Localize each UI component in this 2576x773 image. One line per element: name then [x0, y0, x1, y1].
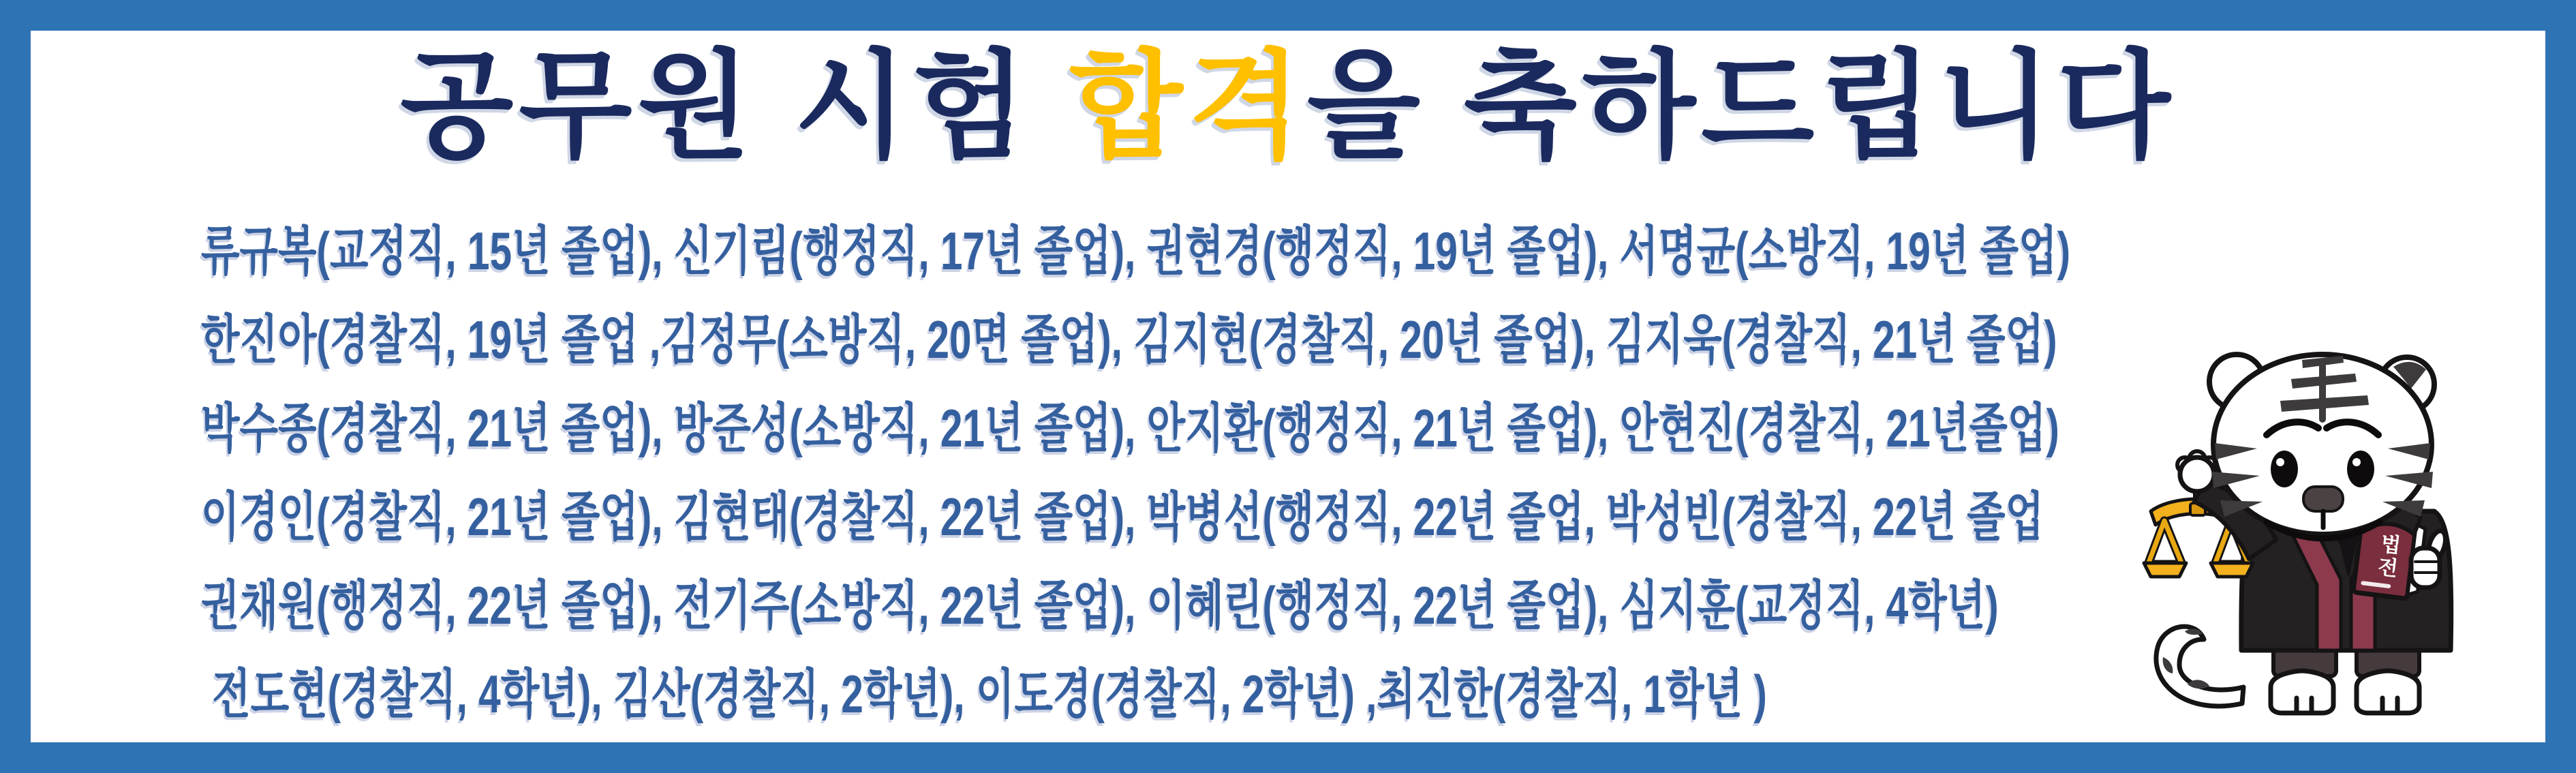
tiger-feet — [2271, 671, 2419, 713]
pass-list-line-5: 권채원(행정직, 22년 졸업), 전기주(소방직, 22년 졸업), 이혜린(행정직, 22년 졸업), 심지훈(교정직, 4학년) — [201, 575, 1999, 635]
pass-list-line-6: 전도현(경찰직, 4학년), 김산(경찰직, 2학년), 이도경(경찰직, 2학년) ,최진한(경찰직, 1학년 ) — [201, 664, 1767, 724]
law-book-label: 법전 — [2372, 532, 2402, 581]
title-highlight: 합격 — [1069, 41, 1307, 172]
banner-title — [31, 36, 2545, 177]
banner-panel — [31, 31, 2545, 742]
tiger-tail — [2156, 626, 2243, 706]
pass-list-line-3: 박수종(경찰직, 21년 졸업), 방준성(소방직, 21년 졸업), 안지환(행정직, 21년 졸업), 안현진(경찰직, 21년졸업) — [201, 398, 2059, 458]
pass-list-line-4: 이경인(경찰직, 21년 졸업), 김현태(경찰직, 22년 졸업), 박병선(행정직, 22년 졸업, 박성빈(경찰직, 22년 졸업 — [201, 487, 2044, 547]
tiger-nose — [2303, 487, 2343, 511]
tiger-judge-mascot-art — [2140, 349, 2528, 717]
pass-list-line-1: 류규복(교정직, 15년 졸업), 신기림(행정직, 17년 졸업), 권현경(행정직, 19년 졸업), 서명균(소방직, 19년 졸업) — [201, 221, 2071, 281]
tiger-fist — [2177, 451, 2217, 491]
pass-list-line-2: 한진아(경찰직, 19년 졸업 ,김정무(소방직, 20면 졸업), 김지현(경찰직, 20년 졸업), 김지욱(경찰직, 21년 졸업) — [201, 309, 2057, 369]
title-prefix: 공무원 시험 — [400, 41, 1070, 172]
title-suffix: 을 축하드립니다 — [1306, 41, 2176, 172]
tiger-judge-mascot — [2140, 349, 2528, 717]
